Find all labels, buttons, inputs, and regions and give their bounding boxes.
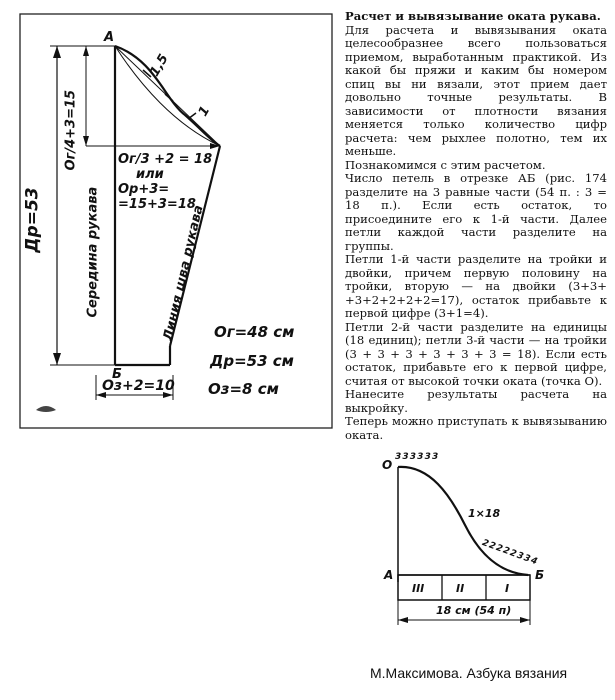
seam-line-label: Линия шва рукава [160,203,207,343]
article-paragraph: Для расчета и вывязывания оката целесообразнее всего пользоваться приемом, выработанным практикой. Из какой бы пряжи и каким бы номером спиц вы ни вязали, этот прием дает довольно точные результаты. В зависимости от плотности вязания меняется только количество цифр расчета: чем рыхлее полотно, тем их меньше. [345,22,607,158]
cap-shape-curve [398,467,528,575]
cap-point-a: А [384,568,394,582]
dr-value: Др=53 см [210,352,294,370]
cap-part-1: I [505,582,510,595]
book-caption: М.Максимова. Азбука вязания [370,665,568,681]
article-paragraph: Петли 1-й части разделите на тройки и двойки, причем первую половину на тройки, вторую — на двойки (3+3+ +3+2+2+2+2=17), остаток прибавьте к первой цифре (3+1=4). [345,252,607,320]
pattern-point-a: А [104,30,115,45]
dr-label: Др=53 [22,187,43,253]
bottom-dimension-label: Оз+2=10 [102,378,175,394]
article-paragraph: Познакомимся с этим расчетом. [345,157,546,172]
article-paragraph: Теперь можно приступать к вывязыванию оката. [345,414,607,442]
cap-part-3: III [412,582,425,595]
formula-og3: Ог/3 +2 = 18 или Ор+3= =15+3=18 [118,152,213,212]
cap-part-2: II [456,582,465,595]
cap-point-o: О [382,458,393,472]
cap-width-label: 18 см (54 п) [436,604,512,617]
article-paragraph: Число петель в отрезке АБ (рис. 174 разделите на 3 равные части (54 п. : 3 = 18 п.). Если есть остаток, то присоедините его к 1-й части. Далее петли каждой части разделите на группы. [345,171,607,253]
oz-value: Оз=8 см [208,380,279,398]
article-text [345,10,607,442]
cap-mid-label: 1×18 [468,507,501,520]
article-heading: Расчет и вывязывание оката рукава. [345,9,601,23]
mark-1: 1 [195,103,214,120]
formula-og4: Ог/4+3=15 [63,89,79,171]
cap-top-numbers: 3 3 3 3 3 3 [395,452,438,462]
pattern-point-b: Б [112,367,122,382]
cap-right-numbers: 2 2 2 2 2 3 3 4 [480,538,538,567]
center-line-label: Середина рукава [85,186,101,318]
mark-1-5: 1,5 [147,51,172,80]
article-paragraph: Петли 2-й части разделите на единицы (18 единиц); петли 3-й части — на тройки (3 + 3 + 3 + 3 + 3 + 3 = 18). Если есть остаток, прибавьте его к первой цифре, считая от высокой точки оката (точка О). [345,319,607,388]
cap-point-b: Б [535,568,545,582]
article-paragraph: Нанесите результаты расчета на выкройку. [345,387,607,415]
og-value: Ог=48 см [214,323,295,341]
